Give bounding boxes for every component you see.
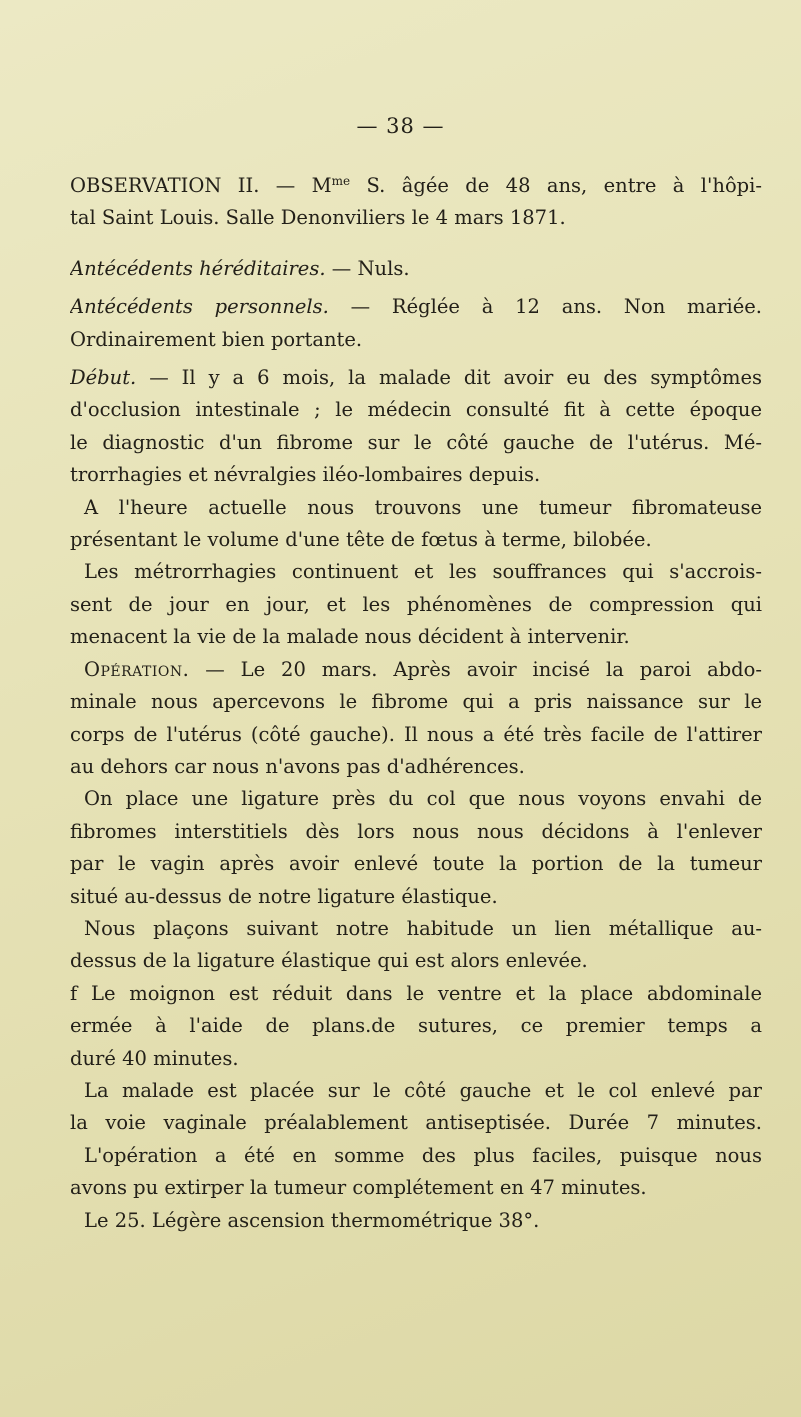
debut-line-1 (70, 362, 762, 394)
observation-title-sup: me (331, 174, 351, 188)
debut-text: — Il y a 6 mois, la malade dit avoir eu des symptômes (136, 366, 762, 390)
antecedents-personnels-line-1 (70, 291, 762, 323)
le-25-line-1: Le 25. Légère ascension thermométrique 38°. (84, 1208, 540, 1232)
heure-actuelle-line-1: A l'heure actuelle nous trouvons une tumeur fibromateuse (84, 495, 762, 519)
antecedents-hereditaires-text: — Nuls. (325, 256, 410, 280)
moignon-line-2: ermée à l'aide de plans.de sutures, ce premier temps a (70, 1014, 762, 1038)
metrorrhagies-line-2: sent de jour en jour, et les phénomènes de compression qui (70, 592, 762, 616)
antecedents-hereditaires-line (70, 253, 762, 285)
metrorrhagies-line-3: menacent la vie de la malade nous décident à intervenir. (70, 625, 630, 649)
operation-line-4: au dehors car nous n'avons pas d'adhérences. (70, 754, 525, 778)
moignon-line-1: f Le moignon est réduit dans le ventre et la place abdominale (70, 981, 762, 1005)
ligature-line-3: par le vagin après avoir enlevé toute la portion de la tumeur (70, 852, 762, 876)
antecedents-personnels-label: Antécédents personnels. (70, 295, 329, 319)
lien-metallique-line-2: dessus de la ligature élastique qui est alors enlevée. (70, 949, 588, 973)
debut-line-4: trorrhagies et névralgies iléo-lombaires depuis. (70, 463, 541, 487)
operation-line-3: corps de l'utérus (côté gauche). Il nous a été très facile de l'attirer (70, 722, 762, 746)
debut-line-3: le diagnostic d'un fibrome sur le côté gauche de l'utérus. Mé- (70, 430, 762, 454)
heure-actuelle-line-2: présentant le volume d'une tête de fœtus à terme, bilobée. (70, 528, 652, 552)
debut-line-2: d'occlusion intestinale ; le médecin consulté fit à cette époque (70, 398, 762, 422)
antecedents-personnels-line-2: Ordinairement bien portante. (70, 327, 363, 351)
moignon-line-3: duré 40 minutes. (70, 1046, 239, 1070)
debut-label: Début. (70, 366, 137, 390)
malade-placee-line-1: La malade est placée sur le côté gauche et le col enlevé par (84, 1078, 762, 1102)
observation-title: OBSERVATION II. — M (70, 174, 332, 197)
page-body (70, 170, 762, 1237)
operation-line-2: minale nous apercevons le fibrome qui a pris naissance sur le (70, 690, 762, 714)
operation-label: Opération. (84, 657, 190, 681)
conclusion-line-1: L'opération a été en somme des plus faciles, puisque nous (84, 1143, 762, 1167)
metrorrhagies-line-1: Les métrorrhagies continuent et les souffrances qui s'accrois- (84, 560, 762, 584)
antecedents-hereditaires-label: Antécédents héréditaires. (70, 256, 326, 280)
observation-line-2: tal Saint Louis. Salle Denonviliers le 4 mars 1871. (70, 206, 566, 230)
observation-text: S. âgée de 48 ans, entre à l'hôpi- (350, 174, 762, 197)
ligature-line-2: fibromes interstitiels dès lors nous nous décidons à l'enlever (70, 819, 762, 843)
operation-line-1 (70, 654, 762, 686)
observation-line-1 (70, 170, 762, 202)
ligature-line-4: situé au-dessus de notre ligature élastique. (70, 884, 498, 908)
ligature-line-1: On place une ligature près du col que nous voyons envahi de (84, 787, 762, 811)
conclusion-line-2: avons pu extirper la tumeur complétement en 47 minutes. (70, 1176, 647, 1200)
malade-placee-line-2: la voie vaginale préalablement antiseptisée. Durée 7 minutes. (70, 1111, 762, 1135)
lien-metallique-line-1: Nous plaçons suivant notre habitude un lien métallique au- (84, 916, 762, 940)
antecedents-personnels-text: — Réglée à 12 ans. Non mariée. (328, 295, 762, 319)
operation-text: — Le 20 mars. Après avoir incisé la paroi abdo- (189, 657, 762, 681)
spacer (70, 235, 762, 253)
page-number: — 38 — (356, 114, 445, 138)
